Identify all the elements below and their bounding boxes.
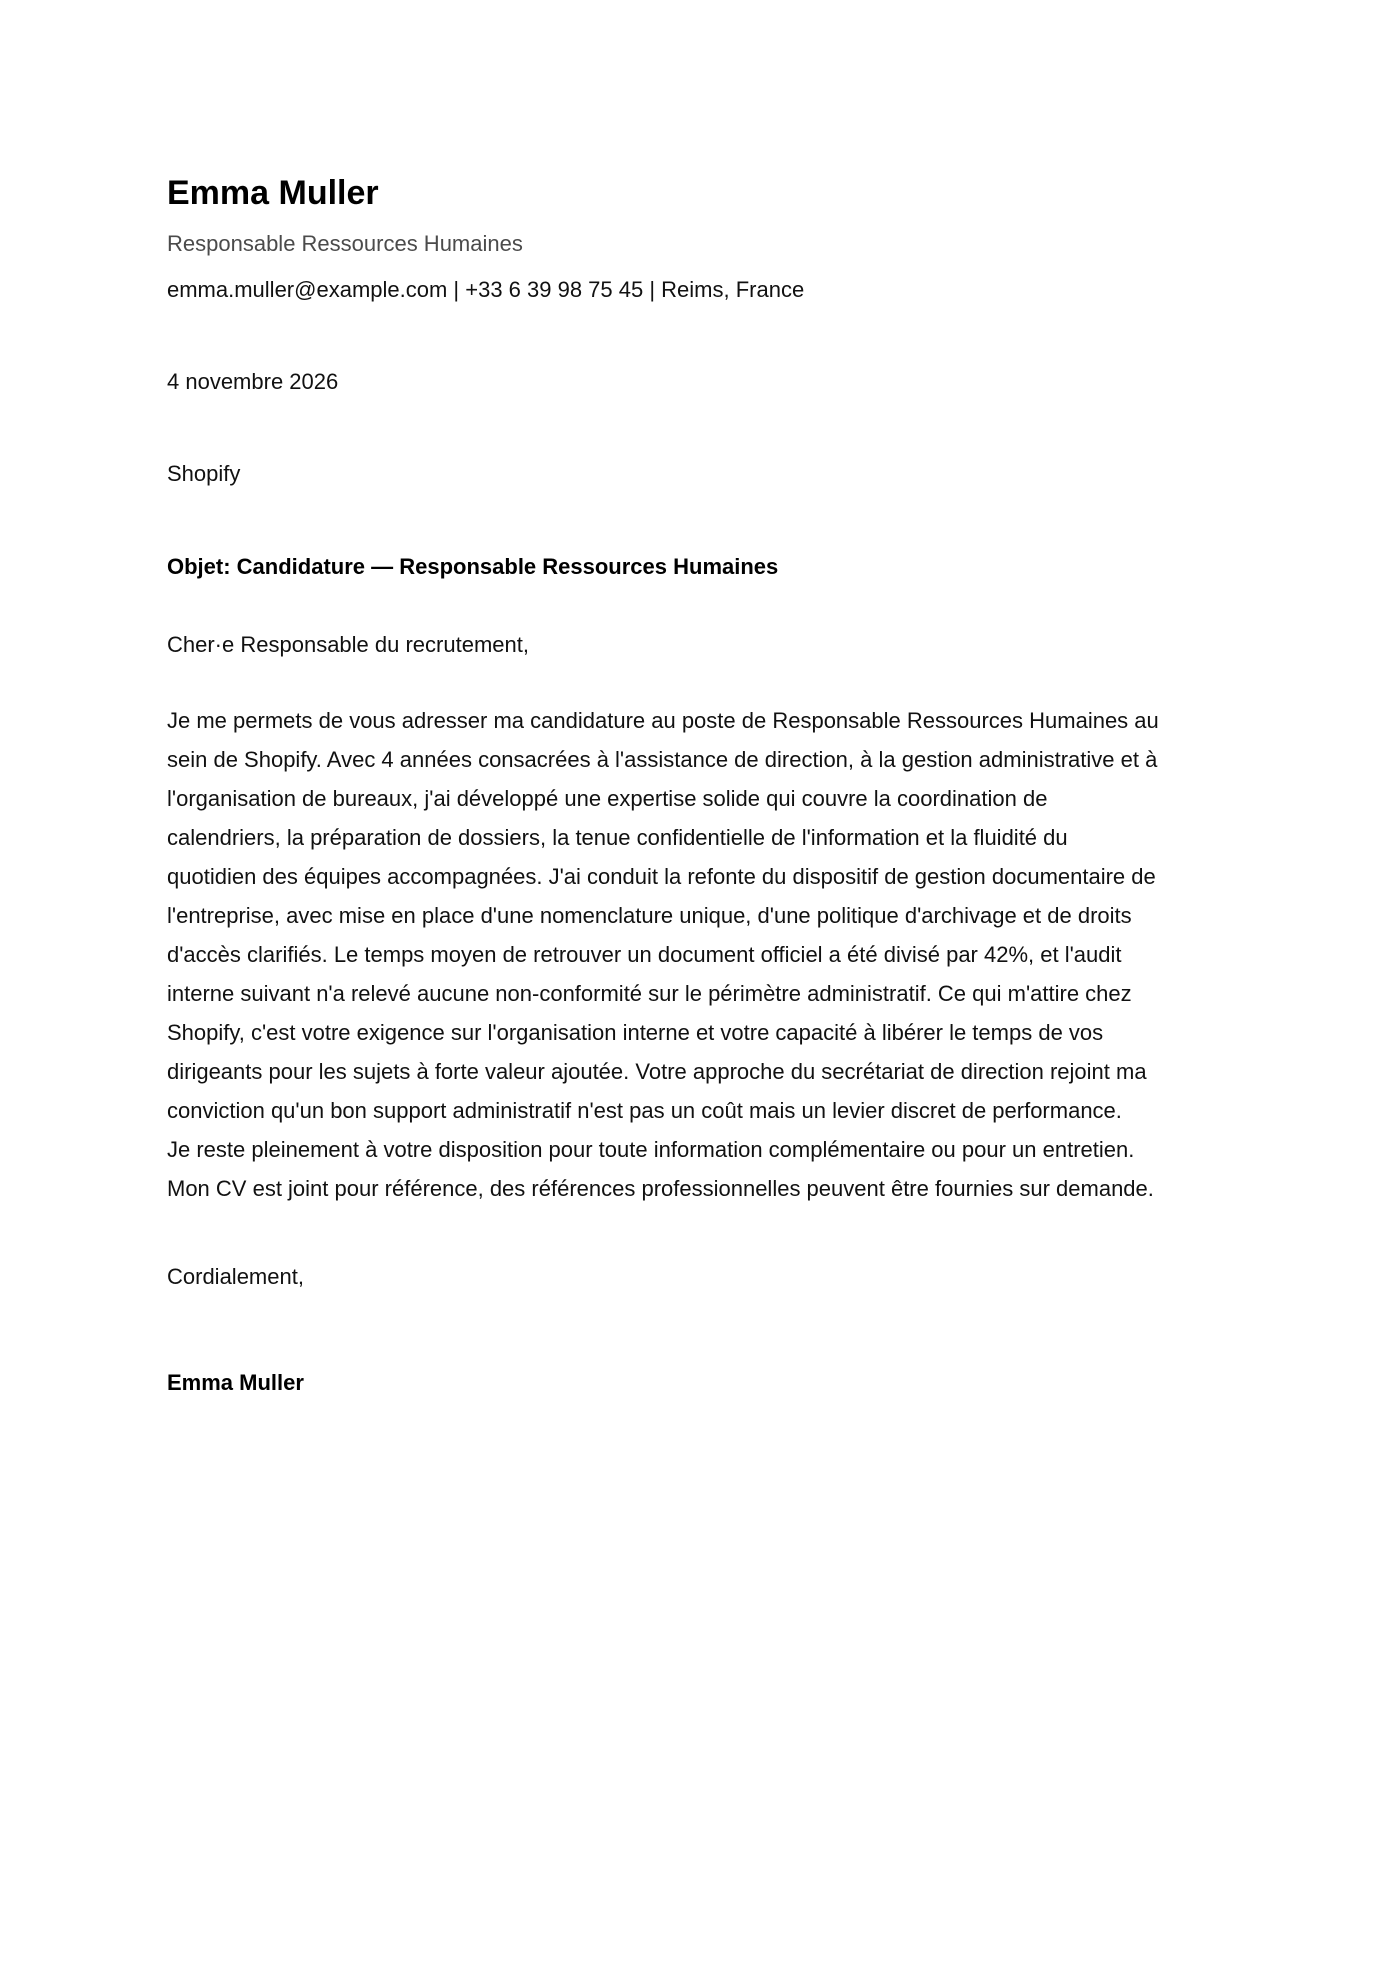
body-line: l'organisation de bureaux, j'ai développé une expertise solide qui couvre la coordination de (167, 786, 1048, 811)
cover-letter (167, 168, 1247, 1399)
body-line: Je me permets de vous adresser ma candidature au poste de Responsable Ressources Humaines au (167, 708, 1159, 733)
body-line: Shopify, c'est votre exigence sur l'organisation interne et votre capacité à libérer le temps de vos (167, 1020, 1104, 1045)
body-line: conviction qu'un bon support administratif n'est pas un coût mais un levier discret de performance. (167, 1098, 1122, 1123)
sender-name: Emma Muller (167, 174, 379, 212)
body-line: l'entreprise, avec mise en place d'une nomenclature unique, d'une politique d'archivage et de droits (167, 903, 1132, 928)
letter-body (167, 701, 1247, 1208)
closing: Cordialement, (167, 1264, 304, 1289)
body-line: interne suivant n'a relevé aucune non-conformité sur le périmètre administratif. Ce qui m'attire chez (167, 981, 1132, 1006)
body-line: Mon CV est joint pour référence, des références professionnelles peuvent être fournies sur demande. (167, 1176, 1154, 1201)
body-line: sein de Shopify. Avec 4 années consacrées à l'assistance de direction, à la gestion administrative et à (167, 747, 1158, 772)
body-line: calendriers, la préparation de dossiers, la tenue confidentielle de l'information et la fluidité du (167, 825, 1068, 850)
body-line: d'accès clarifiés. Le temps moyen de retrouver un document officiel a été divisé par 42%, et l'audit (167, 942, 1122, 967)
signature: Emma Muller (167, 1370, 304, 1395)
salutation: Cher·e Responsable du recrutement, (167, 632, 529, 657)
body-line: Je reste pleinement à votre disposition pour toute information complémentaire ou pour un entretien. (167, 1137, 1135, 1162)
body-line: dirigeants pour les sujets à forte valeur ajoutée. Votre approche du secrétariat de direction rejoint ma (167, 1059, 1147, 1084)
sender-title: Responsable Ressources Humaines (167, 231, 523, 256)
body-line: quotidien des équipes accompagnées. J'ai conduit la refonte du dispositif de gestion documentaire de (167, 864, 1156, 889)
letter-date: 4 novembre 2026 (167, 369, 339, 394)
letter-subject: Objet: Candidature — Responsable Ressources Humaines (167, 554, 779, 579)
recipient: Shopify (167, 461, 241, 486)
sender-contact: emma.muller@example.com | +33 6 39 98 75 45 | Reims, France (167, 277, 805, 302)
